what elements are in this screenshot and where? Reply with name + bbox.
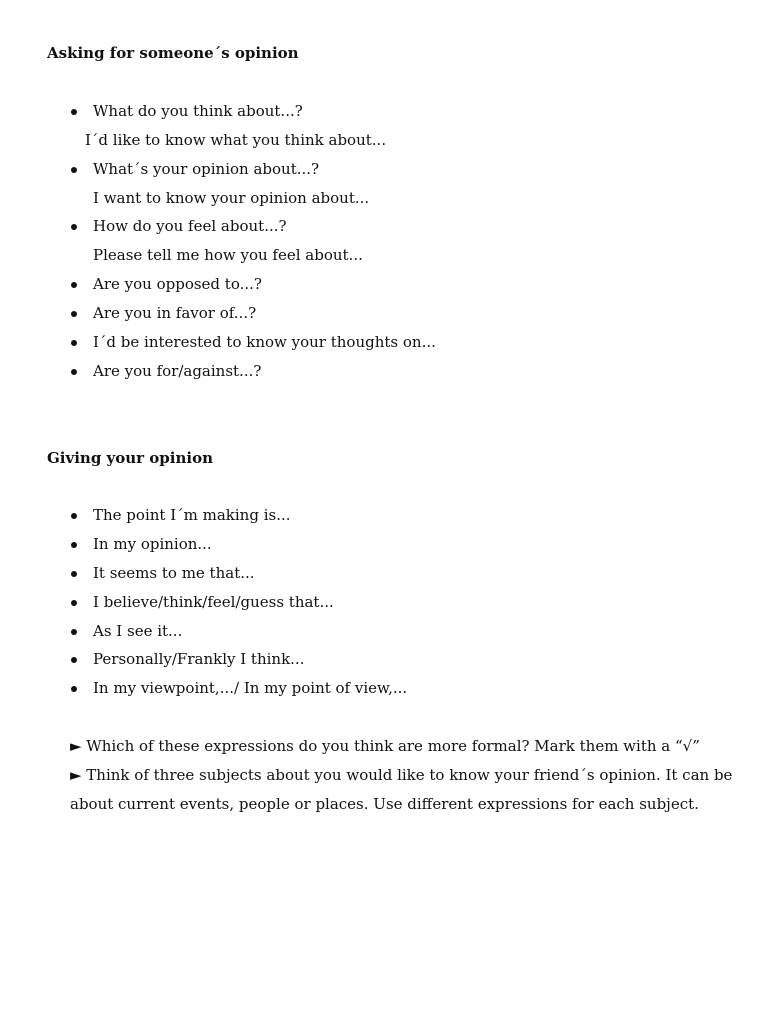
list-item: How do you feel about...?	[93, 217, 287, 235]
task-formal-instruction: ► Which of these expressions do you think are more formal? Mark them with a “√”	[70, 737, 700, 755]
list-item: Are you for/against...?	[93, 362, 262, 380]
list-item: The point I´m making is...	[93, 506, 291, 524]
list-item: Are you in favor of...?	[93, 304, 257, 322]
list-item: What´s your opinion about...?	[93, 160, 320, 178]
section-heading-giving: Giving your opinion	[47, 449, 213, 467]
list-item: I´d be interested to know your thoughts on...	[93, 333, 436, 351]
task-subjects-instruction-continued: about current events, people or places. Use different expressions for each subject.	[70, 795, 699, 813]
list-item: It seems to me that...	[93, 564, 255, 582]
list-item-continuation: Please tell me how you feel about...	[93, 246, 363, 264]
list-item: I believe/think/feel/guess that...	[93, 593, 334, 611]
list-item: What do you think about...?	[93, 102, 303, 120]
section-heading-asking: Asking for someone´s opinion	[47, 44, 299, 62]
list-item: In my opinion...	[93, 535, 212, 553]
list-item-continuation: I´d like to know what you think about...	[85, 131, 387, 149]
list-item: Are you opposed to...?	[93, 275, 262, 293]
list-item: As I see it...	[93, 622, 183, 640]
list-item: In my viewpoint,.../ In my point of view,...	[93, 679, 408, 697]
list-item-continuation: I want to know your opinion about...	[93, 189, 370, 207]
list-item: Personally/Frankly I think...	[93, 650, 305, 668]
task-subjects-instruction: ► Think of three subjects about you would like to know your friend´s opinion. It can be	[70, 766, 733, 784]
